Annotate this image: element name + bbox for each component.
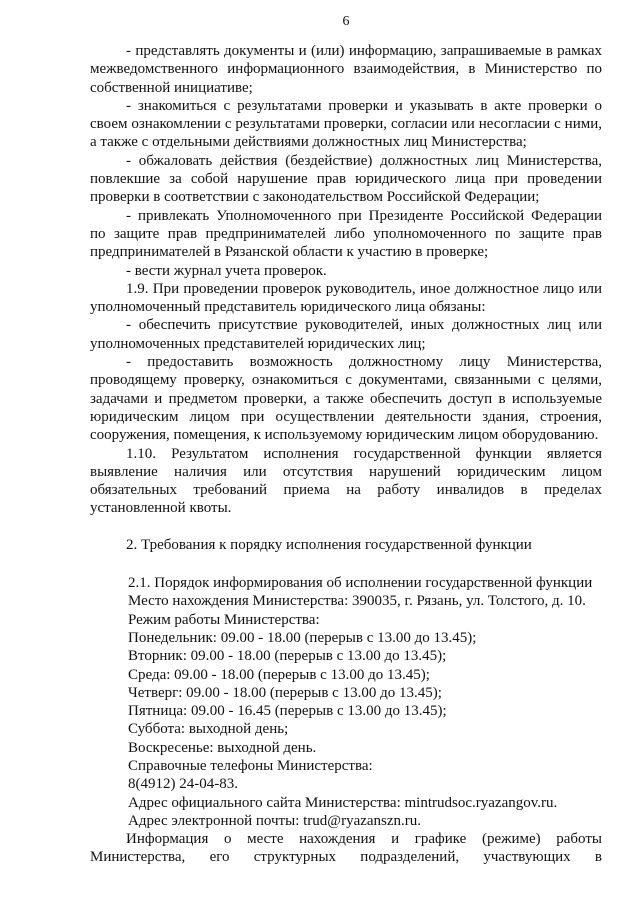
clause-1-9-item-2: - предоставить возможность должностному лицу Министерства, проводящему проверку, ознакомиться с документами, связанными с целями, задачами и предметом проверки, а также обеспечить доступ в используемые юридическим лицом при осуществлении деятельности здания, строения, сооружения, помещения, к используемому юридическим лицом оборудованию. — [90, 354, 602, 444]
schedule-tuesday: Вторник: 09.00 - 18.00 (перерыв с 13.00 до 13.45); — [128, 648, 447, 665]
document-body — [90, 42, 602, 867]
clause-1-10: 1.10. Результатом исполнения государственной функции является выявление наличия или отсутствия нарушений юридическим лицом обязательных требований приема на работу инвалидов в пределах установленной квоты. — [90, 445, 602, 517]
rights-item-5: - вести журнал учета проверок. — [126, 262, 327, 279]
website-address: Адрес официального сайта Министерства: mintrudsoc.ryazangov.ru. — [128, 794, 558, 811]
schedule-saturday: Суббота: выходной день; — [128, 721, 289, 738]
schedule-friday: Пятница: 09.00 - 16.45 (перерыв с 13.00 до 13.45); — [128, 703, 447, 720]
schedule-title: Режим работы Министерства: — [128, 611, 320, 628]
clause-1-9-item-1: - обеспечить присутствие руководителей, иных должностных лиц или уполномоченных представителей юридических лиц; — [90, 317, 602, 352]
email-address: Адрес электронной почты: trud@ryazanszn.ru. — [128, 812, 422, 829]
schedule-sunday: Воскресенье: выходной день. — [128, 739, 317, 756]
rights-item-3: - обжаловать действия (бездействие) должностных лиц Министерства, повлекшие за собой нарушение прав юридического лица при проведении проверки в соответствии с законодательством Российской Федерации; — [90, 152, 602, 206]
page-number: 6 — [342, 14, 350, 29]
ministry-location: Место нахождения Министерства: 390035, г. Рязань, ул. Толстого, д. 10. — [128, 593, 586, 610]
schedule-thursday: Четверг: 09.00 - 18.00 (перерыв с 13.00 до 13.45); — [128, 684, 442, 701]
section-2-1-block — [90, 574, 602, 830]
phones-title: Справочные телефоны Министерства: — [128, 757, 373, 774]
rights-item-1: - представлять документы и (или) информацию, запрашиваемые в рамках межведомственного информационного взаимодействия, в Министерство по собственной инициативе; — [90, 43, 602, 96]
schedule-monday: Понедельник: 09.00 - 18.00 (перерыв с 13.00 до 13.45); — [128, 629, 477, 646]
clause-1-9-intro: 1.9. При проведении проверок руководитель, иное должностное лицо или уполномоченный представитель юридического лица обязаны: — [90, 280, 602, 316]
phone-number: 8(4912) 24-04-83. — [128, 776, 238, 793]
section-2-1-heading: 2.1. Порядок информирования об исполнении государственной функции — [128, 575, 593, 592]
schedule-wednesday: Среда: 09.00 - 18.00 (перерыв с 13.00 до 13.45); — [128, 666, 430, 683]
rights-item-4: - привлекать Уполномоченного при Президенте Российской Федерации по защите прав предпринимателей либо уполномоченного по защите прав предпринимателей в Рязанской области к участию в проверке; — [90, 207, 602, 261]
info-paragraph-start: Информация о месте нахождения и графике (режиме) работы Министерства, его структурных подразделений, участвующих в — [90, 831, 602, 866]
section-2-title: 2. Требования к порядку исполнения государственной функции — [126, 536, 532, 553]
rights-item-2: - знакомиться с результатами проверки и указывать в акте проверки о своем ознакомлении с результатами проверки, согласии или несогласии с ними, а также с отдельными действиями должностных лиц Министерства; — [90, 97, 602, 151]
